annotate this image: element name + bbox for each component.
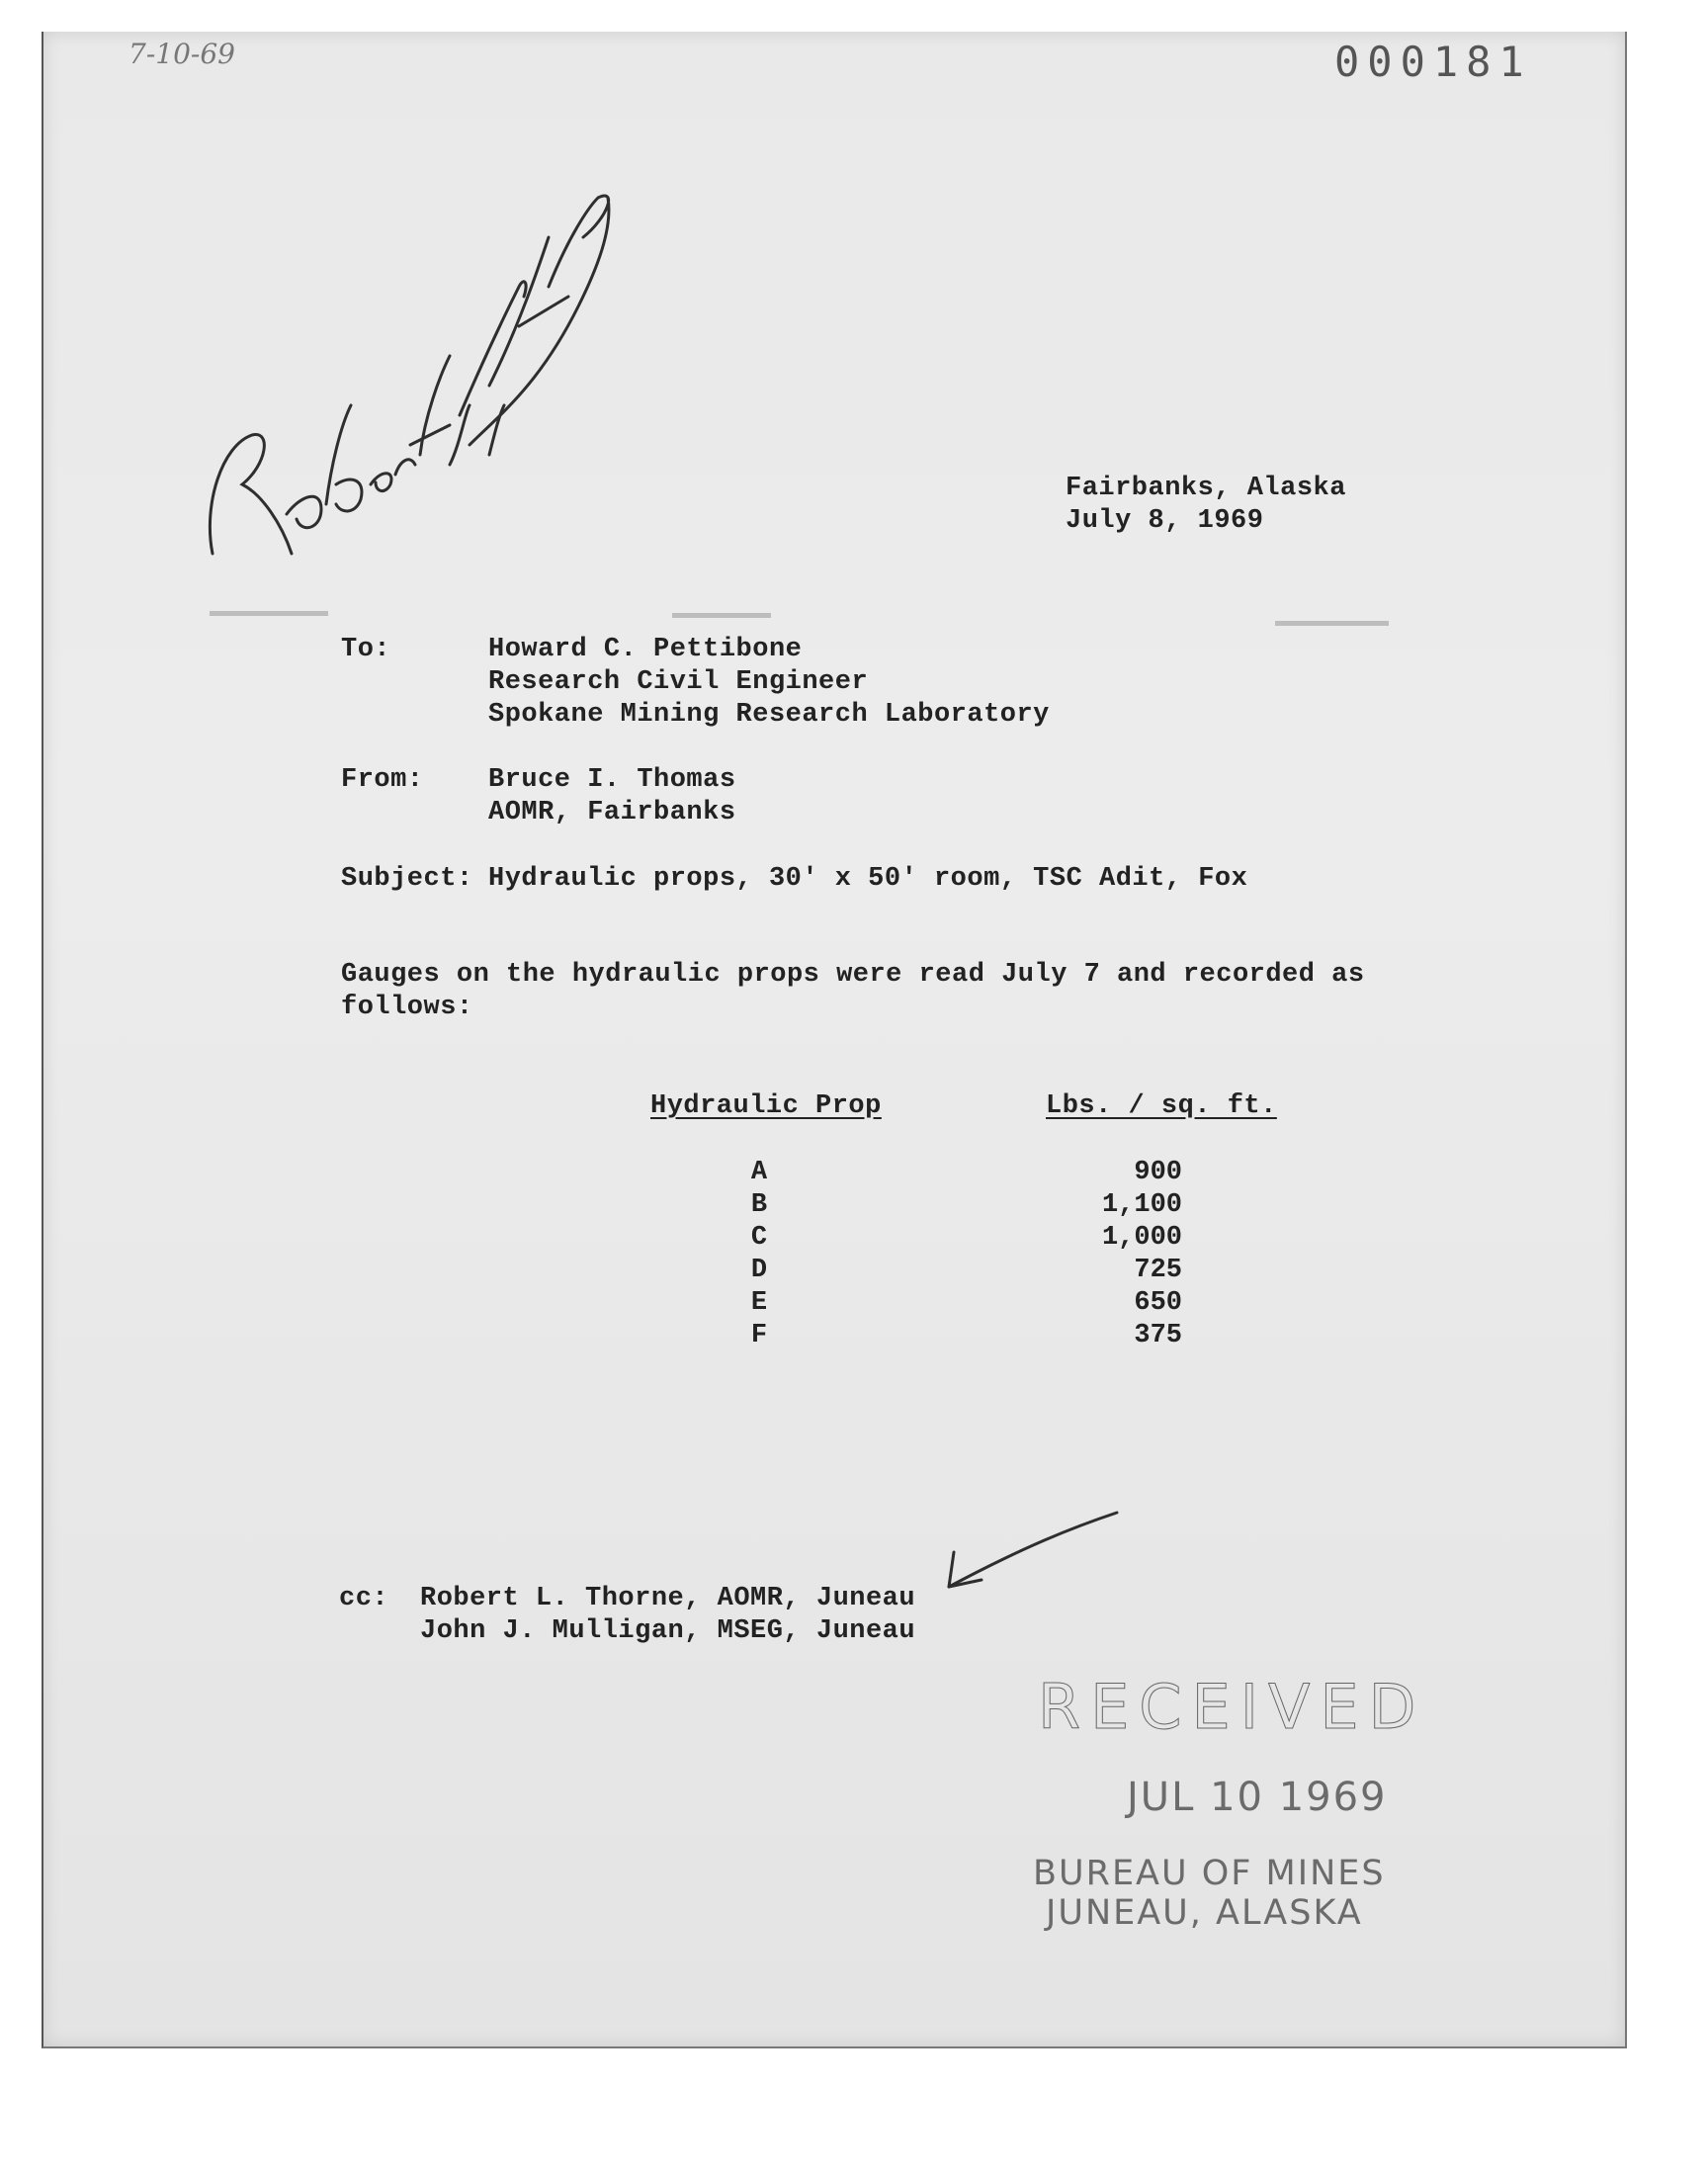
table-cell-value: 1,000 <box>1101 1223 1182 1253</box>
from-line: Bruce I. Thomas <box>488 765 736 795</box>
stamp-organization: BUREAU OF MINES <box>1033 1854 1386 1893</box>
table-cell-value: 900 <box>1134 1158 1182 1187</box>
table-cell-prop: A <box>750 1158 768 1187</box>
from-label: From: <box>341 765 424 795</box>
table-cell-value: 375 <box>1134 1321 1182 1350</box>
handwritten-signature <box>193 89 628 603</box>
table-cell-prop: D <box>750 1256 768 1285</box>
stamp-location: JUNEAU, ALASKA <box>1046 1893 1363 1933</box>
document-number: 000181 <box>1334 38 1532 86</box>
body-text: Gauges on the hydraulic props were read July 7 and recorded as <box>341 960 1365 990</box>
table-cell-value: 725 <box>1134 1256 1182 1285</box>
to-line: Research Civil Engineer <box>488 667 869 697</box>
table-cell-prop: E <box>750 1288 768 1318</box>
letter-place: Fairbanks, Alaska <box>1066 474 1346 503</box>
table-header-pressure: Lbs. / sq. ft. <box>1046 1091 1277 1121</box>
received-stamp: RECEIVED <box>1038 1671 1426 1743</box>
divider <box>210 611 328 616</box>
handwritten-date: 7-10-69 <box>128 38 235 70</box>
table-cell-prop: C <box>750 1223 768 1253</box>
cc-line: Robert L. Thorne, AOMR, Juneau <box>420 1584 916 1613</box>
from-line: AOMR, Fairbanks <box>488 798 736 827</box>
cc-line: John J. Mulligan, MSEG, Juneau <box>420 1616 916 1646</box>
divider <box>1275 621 1389 626</box>
letter-date: July 8, 1969 <box>1066 506 1264 536</box>
subject-label: Subject: <box>341 864 473 894</box>
table-header-prop: Hydraulic Prop <box>650 1091 882 1121</box>
stamp-date: JUL 10 1969 <box>1127 1775 1388 1820</box>
table-cell-value: 650 <box>1134 1288 1182 1318</box>
body-text: follows: <box>341 993 473 1022</box>
to-line: Spokane Mining Research Laboratory <box>488 700 1050 730</box>
table-cell-prop: F <box>750 1321 768 1350</box>
divider <box>672 613 771 618</box>
to-line: Howard C. Pettibone <box>488 635 803 664</box>
table-cell-value: 1,100 <box>1101 1190 1182 1220</box>
handwritten-arrow <box>934 1493 1171 1602</box>
cc-label: cc: <box>339 1584 389 1613</box>
to-label: To: <box>341 635 391 664</box>
subject-text: Hydraulic props, 30' x 50' room, TSC Adit, Fox <box>488 864 1248 894</box>
table-cell-prop: B <box>750 1190 768 1220</box>
